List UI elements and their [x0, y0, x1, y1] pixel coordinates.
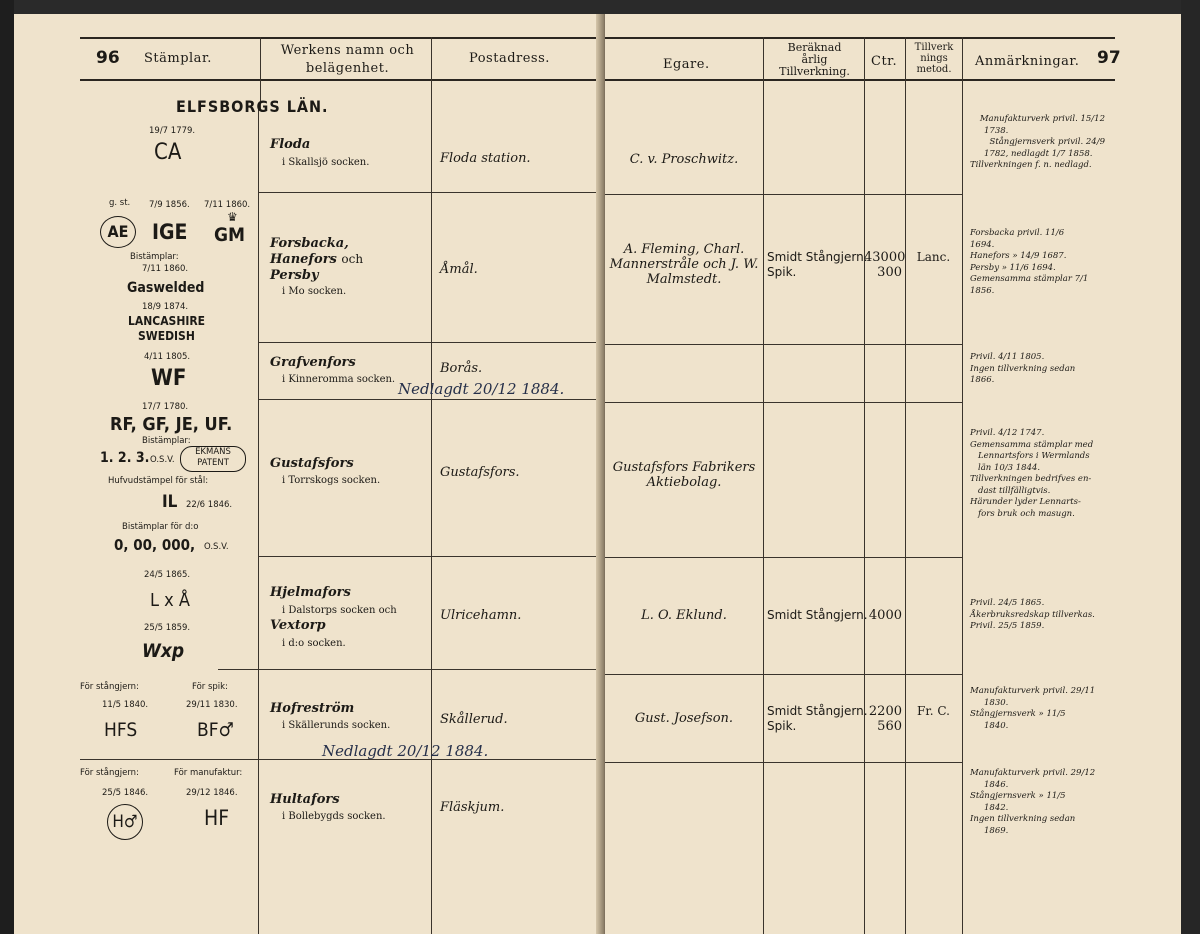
stamp-note: g. st. — [109, 198, 131, 208]
stamp-date: 29/12 1846. — [186, 788, 238, 798]
works-parish: i Skallsjö socken. — [282, 157, 370, 168]
postal-address: Fläskjum. — [440, 800, 505, 815]
stamp-rf-gf-je-uf: RF, GF, JE, UF. — [110, 414, 233, 435]
left-page — [14, 14, 608, 934]
ctr-amount: 2200 560 — [868, 704, 902, 734]
crown-icon: ♛ — [227, 210, 238, 224]
owner-name: L. O. Eklund. — [641, 608, 727, 623]
works-parish: i Kinneromma socken. — [282, 374, 396, 385]
works-parish: i Mo socken. — [282, 286, 347, 297]
stamp-date: 7/11 1860. — [142, 264, 189, 274]
header-ctr: Ctr. — [871, 54, 898, 69]
stamp-note: Bistämplar för d:o — [122, 522, 199, 532]
stamp-il: IL — [162, 492, 178, 512]
stamp-hfs: HFS — [104, 719, 138, 741]
postal-address: Borås. — [440, 361, 483, 376]
remarks: Privil. 4/11 1805. Ingen tillverkning sedan 1866. — [970, 352, 1076, 385]
stamp-note: Bistämplar: — [142, 436, 191, 446]
stamp-ige: IGE — [152, 220, 188, 244]
stamp-note: För spik: — [192, 682, 228, 692]
works-parish: i Dalstorps socken och — [282, 605, 397, 616]
stamp-date: 17/7 1780. — [142, 402, 189, 412]
stamp-ca: CA — [154, 140, 182, 165]
stamp-bf: BF♂ — [197, 719, 234, 741]
works-parish: i Bollebygds socken. — [282, 811, 386, 822]
remarks: Manufakturverk privil. 29/12 1846. Stångjernsverk » 11/5 1842. Ingen tillverkning sedan 1869. — [970, 768, 1096, 836]
header-works: Werkens namn och belägenhet. — [280, 43, 415, 76]
production-type: Smidt Stångjern. Spik. — [767, 704, 868, 733]
header-estimated: Beräknad årlig Tillverkning. — [779, 41, 850, 78]
remarks: Manufakturverk privil. 15/12 1738. Stångjernsverk privil. 24/9 1782, nedlagdt 1/7 1858. Tillverkningen f. n. nedlagd. — [970, 114, 1105, 170]
works-name: Hanefors och — [270, 252, 364, 267]
header-owner: Egare. — [663, 57, 710, 72]
stamp-date: 4/11 1805. — [144, 352, 191, 362]
stamp-note: Hufvudstämpel för stål: — [108, 476, 209, 486]
stamp-123: 1. 2. 3. — [100, 450, 150, 466]
stamp-date: 19/7 1779. — [149, 126, 196, 136]
stamp-lancashire: LANCASHIRE — [128, 314, 206, 328]
stamp-date: 18/9 1874. — [142, 302, 189, 312]
scan-left-edge — [0, 0, 14, 934]
remarks: Privil. 4/12 1747. Gemensamma stämplar med Lennartsfors i Wermlands län 10/3 1844. Tillverkningen bedrifves en- dast tillfälligtvis. Härunder lyder Lennarts- fors bruk och masugn. — [970, 428, 1094, 519]
stamp-gaswelded: Gaswelded — [127, 280, 205, 296]
stamp-date: 7/11 1860. — [204, 200, 251, 210]
stamp-gm: GM — [214, 224, 246, 246]
works-parish: i Skällerunds socken. — [282, 720, 391, 731]
stamp-date: 22/6 1846. — [186, 500, 233, 510]
stamp-date: 25/5 1846. — [102, 788, 149, 798]
county-title: ELFSBORGS LÄN. — [176, 97, 329, 116]
postal-address: Skållerud. — [440, 712, 508, 727]
header-method: Tillverk nings metod. — [914, 42, 954, 75]
method: Fr. C. — [917, 704, 950, 718]
header-address: Postadress. — [469, 51, 550, 66]
remarks: Manufakturverk privil. 29/11 1830. Stångjernsverk » 11/5 1840. — [970, 686, 1096, 731]
owner-name: Gustafsfors Fabrikers Aktiebolag. — [612, 460, 756, 490]
works-parish: i d:o socken. — [282, 638, 346, 649]
remarks: Privil. 24/5 1865. Åkerbruksredskap tillverkas. Privil. 25/5 1859. — [970, 598, 1095, 631]
stamp-h-circle: H♂ — [107, 804, 143, 840]
stamp-note: För manufaktur: — [174, 768, 243, 778]
owner-name: C. v. Proschwitz. — [629, 152, 739, 167]
postal-address: Åmål. — [440, 262, 478, 277]
stamp-ae-circle: AE — [100, 216, 136, 248]
header-notes: Anmärkningar. — [975, 54, 1080, 69]
works-name: Hultafors — [270, 792, 340, 807]
works-name: Hjelmafors — [270, 585, 351, 600]
postal-address: Ulricehamn. — [440, 608, 522, 623]
stamp-lxa: L x Å — [150, 590, 190, 611]
page-number: 96 — [96, 48, 120, 68]
handwritten-note: Nedlagdt 20/12 1884. — [322, 742, 489, 760]
stamp-date: 29/11 1830. — [186, 700, 238, 710]
scan-right-edge — [1181, 0, 1200, 934]
production-type: Smidt Stångjern. — [767, 608, 868, 622]
works-name: Hofreström — [270, 701, 355, 716]
postal-address: Gustafsfors. — [440, 465, 520, 480]
stamp-note: För stångjern: — [80, 768, 139, 778]
works-name: Grafvenfors — [270, 355, 356, 370]
stamp-hf: HF — [204, 806, 230, 830]
stamp-date: 24/5 1865. — [144, 570, 191, 580]
stamp-ekmans-patent: EKMANS PATENT — [180, 446, 246, 472]
stamp-wf: WF — [151, 366, 187, 391]
stamp-date: 11/5 1840. — [102, 700, 149, 710]
stamp-note: Bistämplar: — [130, 252, 179, 262]
method: Lanc. — [916, 250, 951, 264]
stamp-wxp: Wxp — [142, 640, 185, 662]
stamp-note: O.S.V. — [204, 542, 229, 552]
remarks: Forsbacka privil. 11/6 1694. Hanefors » 14/9 1687. Persby » 11/6 1694. Gemensamma stämplar 7/1 1856. — [970, 228, 1089, 296]
stamp-date: 7/9 1856. — [149, 200, 190, 210]
stamp-date: 25/5 1859. — [144, 623, 191, 633]
postal-address: Floda station. — [440, 151, 531, 166]
stamp-note: För stångjern: — [80, 682, 139, 692]
ctr-amount: 43000 300 — [864, 250, 906, 280]
works-name: Forsbacka, — [270, 236, 349, 251]
owner-name: A. Fleming, Charl. Mannerstråle och J. W. Malmstedt. — [609, 242, 759, 287]
works-name: Gustafsfors — [270, 456, 354, 471]
owner-name: Gust. Josefson. — [634, 711, 734, 726]
page-number: 97 — [1097, 48, 1121, 68]
works-parish: i Torrskogs socken. — [282, 475, 381, 486]
right-page — [605, 14, 1181, 934]
stamp-zeros: 0, 00, 000, — [114, 536, 196, 554]
handwritten-note: Nedlagdt 20/12 1884. — [398, 380, 565, 398]
header-stamps: Stämplar. — [144, 51, 212, 66]
works-name: Floda — [270, 137, 311, 152]
works-name: Persby — [270, 268, 319, 283]
works-name: Vextorp — [270, 618, 326, 633]
stamp-note: O.S.V. — [150, 455, 175, 465]
production-type: Smidt Stångjern. Spik. — [767, 250, 868, 279]
ctr-amount: 4000 — [868, 608, 902, 623]
stamp-swedish: SWEDISH — [138, 329, 195, 343]
